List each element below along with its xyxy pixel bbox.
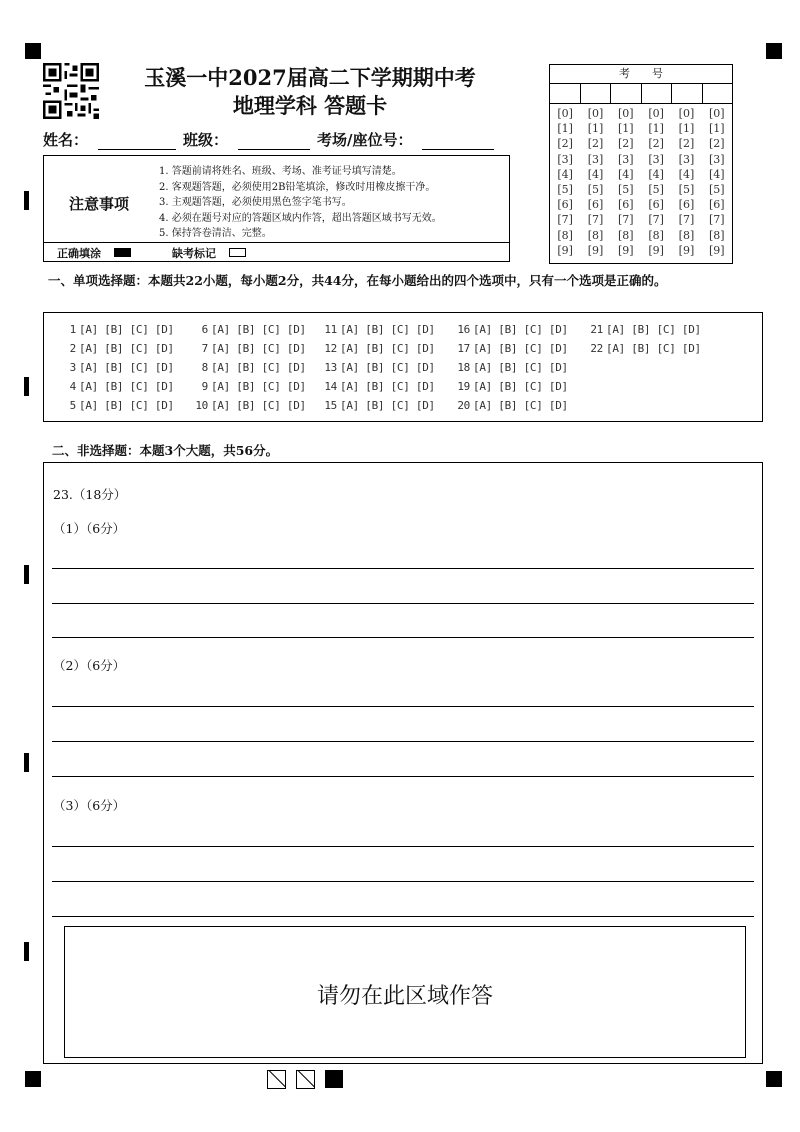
answer-line[interactable]	[52, 881, 754, 882]
answer-bubbles[interactable]: [A] [B] [C] [D]	[211, 323, 306, 336]
section1-heading: 一、单项选择题：本题共22小题，每小题2分，共44分，在每小题给出的四个选项中，只有一个选项是正确的。	[48, 273, 667, 288]
question-1-options[interactable]	[60, 323, 174, 336]
name-label: 姓名：	[43, 131, 89, 149]
digit-bubble[interactable]: [7]	[587, 213, 604, 227]
digit-bubble[interactable]: [3]	[648, 152, 664, 166]
digit-bubble[interactable]: [9]	[648, 243, 664, 257]
question-3-options[interactable]	[60, 361, 174, 374]
answer-bubbles[interactable]: [A] [B] [C] [D]	[473, 380, 568, 393]
room-seat-underline	[422, 135, 494, 150]
digit-bubble[interactable]: [0]	[557, 107, 573, 120]
digit-bubble[interactable]: [4]	[709, 167, 725, 181]
digit-bubble[interactable]: [7]	[618, 213, 634, 227]
question-6-options[interactable]	[192, 323, 306, 336]
question-2-options[interactable]	[60, 342, 174, 355]
digit-bubble[interactable]: [1]	[618, 122, 634, 136]
answer-line[interactable]	[52, 706, 754, 707]
question-5-options[interactable]	[60, 399, 174, 412]
answer-bubbles[interactable]: [A] [B] [C] [D]	[79, 361, 174, 374]
question-23-label: 23.（18分）	[53, 487, 127, 502]
room-seat-field[interactable]	[317, 129, 494, 150]
answer-bubbles[interactable]: [A] [B] [C] [D]	[473, 323, 568, 336]
absent-mark-label: 缺考标记	[172, 247, 216, 260]
digit-bubble[interactable]: [4]	[678, 167, 695, 181]
digit-bubble[interactable]: [7]	[709, 213, 725, 227]
question-number: 3	[69, 361, 76, 374]
question-8-options[interactable]	[192, 361, 306, 374]
exam-number-cell[interactable]	[703, 84, 733, 103]
fill-legend	[44, 242, 509, 262]
question-10-options[interactable]	[192, 399, 306, 412]
exam-number-column	[550, 106, 580, 258]
digit-bubble[interactable]: [2]	[709, 137, 725, 151]
digit-bubble[interactable]: [8]	[709, 228, 725, 242]
exam-number-column	[671, 106, 701, 258]
absent-mark-box[interactable]	[229, 248, 246, 257]
instruction-item: 5. 保持答卷清洁、完整。	[159, 228, 272, 239]
question-number: 19	[457, 380, 470, 393]
question-14-options[interactable]	[321, 380, 435, 393]
digit-bubble[interactable]: [8]	[678, 228, 695, 242]
answer-bubbles[interactable]: [A] [B] [C] [D]	[340, 323, 435, 336]
timing-mark	[24, 565, 29, 584]
digit-bubble[interactable]: [5]	[557, 183, 573, 197]
digit-bubble[interactable]: [6]	[709, 198, 725, 212]
class-field[interactable]	[183, 129, 310, 150]
digit-bubble[interactable]: [3]	[587, 152, 604, 166]
answer-bubbles[interactable]: [A] [B] [C] [D]	[606, 323, 701, 336]
instruction-item: 1. 答题前请将姓名、班级、考场、准考证号填写清楚。	[159, 166, 402, 177]
digit-bubble[interactable]: [9]	[587, 243, 604, 257]
answer-bubbles[interactable]: [A] [B] [C] [D]	[211, 361, 306, 374]
question-number: 7	[201, 342, 208, 355]
question-number: 1	[69, 323, 76, 336]
digit-bubble[interactable]: [6]	[587, 198, 604, 212]
no-answer-zone	[64, 926, 746, 1058]
digit-bubble[interactable]: [4]	[557, 167, 573, 181]
correct-fill-example-icon	[114, 248, 131, 257]
digit-bubble[interactable]: [8]	[557, 228, 573, 242]
exam-number-write-cells	[550, 84, 732, 104]
exam-number-column	[611, 106, 641, 258]
digit-bubble[interactable]: [2]	[678, 137, 695, 151]
digit-bubble[interactable]: [3]	[618, 152, 634, 166]
digit-bubble[interactable]: [7]	[557, 213, 573, 227]
digit-bubble[interactable]: [6]	[618, 198, 634, 212]
question-number: 18	[457, 361, 470, 374]
no-answer-zone-text: 请勿在此区域作答	[316, 984, 493, 1009]
digit-bubble[interactable]: [0]	[618, 107, 634, 120]
name-underline	[98, 135, 176, 150]
digit-bubble[interactable]: [1]	[709, 122, 725, 136]
digit-bubble[interactable]: [2]	[648, 137, 664, 151]
digit-bubble[interactable]: [9]	[618, 243, 634, 257]
question-13-options[interactable]	[321, 361, 435, 374]
answer-area	[43, 462, 763, 1064]
digit-bubble[interactable]: [1]	[678, 122, 695, 136]
question-22-options[interactable]	[587, 342, 701, 355]
answer-bubbles[interactable]: [A] [B] [C] [D]	[211, 399, 306, 412]
digit-bubble[interactable]: [1]	[557, 122, 573, 136]
instructions-box	[43, 155, 510, 262]
exam-number-cell[interactable]	[611, 84, 642, 103]
digit-bubble[interactable]: [5]	[648, 183, 664, 197]
digit-bubble[interactable]: [7]	[678, 213, 695, 227]
question-19-options[interactable]	[454, 380, 568, 393]
digit-bubble[interactable]: [9]	[678, 243, 695, 257]
question-number: 20	[457, 399, 470, 412]
digit-bubble[interactable]: [8]	[648, 228, 664, 242]
answer-line[interactable]	[52, 741, 754, 742]
name-field[interactable]	[43, 129, 176, 150]
exam-number-label: 考号	[550, 65, 732, 84]
digit-bubble[interactable]: [4]	[618, 167, 634, 181]
digit-bubble[interactable]: [3]	[557, 152, 573, 166]
digit-bubble[interactable]: [1]	[587, 122, 604, 136]
answer-bubbles[interactable]: [A] [B] [C] [D]	[340, 380, 435, 393]
instructions-title: 注意事项	[69, 195, 130, 213]
page-title: 玉溪一中2027届高二下学期期中考	[144, 65, 476, 90]
question-16-options[interactable]	[454, 323, 568, 336]
registration-mark-top-left	[25, 43, 41, 59]
digit-bubble[interactable]: [0]	[709, 107, 725, 120]
page-mark-filled-box-icon	[325, 1070, 343, 1088]
answer-bubbles[interactable]: [A] [B] [C] [D]	[340, 361, 435, 374]
question-number: 12	[324, 342, 337, 355]
answer-line[interactable]	[52, 637, 754, 638]
answer-bubbles[interactable]: [A] [B] [C] [D]	[211, 342, 306, 355]
answer-bubbles[interactable]: [A] [B] [C] [D]	[473, 361, 568, 374]
answer-line[interactable]	[52, 603, 754, 604]
exam-number-cell[interactable]	[581, 84, 612, 103]
question-number: 9	[201, 380, 208, 393]
digit-bubble[interactable]: [8]	[618, 228, 634, 242]
question-number: 11	[324, 323, 337, 336]
digit-bubble[interactable]: [2]	[587, 137, 604, 151]
digit-bubble[interactable]: [6]	[648, 198, 664, 212]
digit-bubble[interactable]: [7]	[648, 213, 664, 227]
question-21-options[interactable]	[587, 323, 701, 336]
room-seat-label: 考场/座位号：	[317, 131, 413, 149]
qr-code-icon	[43, 63, 99, 119]
class-label: 班级：	[183, 131, 229, 149]
part-1-label: （1）（6分）	[53, 521, 126, 536]
part-3-label: （3）（6分）	[53, 798, 126, 813]
question-number: 17	[457, 342, 470, 355]
digit-bubble[interactable]: [0]	[587, 107, 604, 120]
multiple-choice-area	[43, 312, 763, 422]
question-number: 2	[69, 342, 76, 355]
page-subtitle: 地理学科 答题卡	[232, 93, 388, 118]
answer-bubbles[interactable]: [A] [B] [C] [D]	[79, 399, 174, 412]
question-number: 22	[590, 342, 603, 355]
class-underline	[238, 135, 310, 150]
page-mark-slashed-box-icon	[296, 1070, 315, 1089]
digit-bubble[interactable]: [9]	[709, 243, 725, 257]
answer-bubbles[interactable]: [A] [B] [C] [D]	[79, 342, 174, 355]
answer-bubbles[interactable]: [A] [B] [C] [D]	[473, 399, 568, 412]
instruction-item: 2. 客观题答题，必须使用2B铅笔填涂，修改时用橡皮擦干净。	[159, 181, 436, 193]
question-number: 16	[457, 323, 470, 336]
exam-number-column	[580, 106, 610, 258]
question-number: 15	[324, 399, 337, 412]
answer-line[interactable]	[52, 846, 754, 847]
question-number: 13	[324, 361, 337, 374]
timing-mark	[24, 753, 29, 772]
answer-line[interactable]	[52, 776, 754, 777]
section2-heading: 二、非选择题：本题3个大题，共56分。	[52, 443, 279, 458]
question-12-options[interactable]	[321, 342, 435, 355]
digit-bubble[interactable]: [4]	[587, 167, 604, 181]
digit-bubble[interactable]: [4]	[648, 167, 664, 181]
digit-bubble[interactable]: [9]	[557, 243, 573, 257]
digit-bubble[interactable]: [8]	[587, 228, 604, 242]
digit-bubble[interactable]: [3]	[709, 152, 725, 166]
registration-mark-top-right	[766, 43, 782, 59]
digit-bubble[interactable]: [2]	[557, 137, 573, 151]
digit-bubble[interactable]: [2]	[618, 137, 634, 151]
instruction-item: 3. 主观题答题，必须使用黑色签字笔书写。	[159, 197, 352, 208]
answer-bubbles[interactable]: [A] [B] [C] [D]	[340, 342, 435, 355]
question-4-options[interactable]	[60, 380, 174, 393]
timing-mark	[24, 377, 29, 396]
timing-mark	[24, 191, 29, 210]
exam-number-column	[702, 106, 732, 258]
registration-mark-bottom-right	[766, 1071, 782, 1087]
registration-mark-bottom-left	[25, 1071, 41, 1087]
page-mark-slashed-box-icon	[267, 1070, 286, 1089]
answer-bubbles[interactable]: [A] [B] [C] [D]	[211, 380, 306, 393]
digit-bubble[interactable]: [3]	[678, 152, 695, 166]
digit-bubble[interactable]: [5]	[587, 183, 604, 197]
question-9-options[interactable]	[192, 380, 306, 393]
question-15-options[interactable]	[321, 399, 435, 412]
question-number: 14	[324, 380, 337, 393]
digit-bubble[interactable]: [1]	[648, 122, 664, 136]
exam-number-cell[interactable]	[642, 84, 673, 103]
exam-number-cell[interactable]	[550, 84, 581, 103]
digit-bubble[interactable]: [5]	[709, 183, 725, 197]
answer-line[interactable]	[52, 568, 754, 569]
question-20-options[interactable]	[454, 399, 568, 412]
timing-mark	[24, 942, 29, 961]
digit-bubble[interactable]: [6]	[678, 198, 695, 212]
exam-number-cell[interactable]	[672, 84, 703, 103]
question-7-options[interactable]	[192, 342, 306, 355]
question-17-options[interactable]	[454, 342, 568, 355]
answer-bubbles[interactable]: [A] [B] [C] [D]	[79, 323, 174, 336]
answer-bubbles[interactable]: [A] [B] [C] [D]	[340, 399, 435, 412]
part-2-label: （2）（6分）	[53, 658, 126, 673]
exam-number-bubbles	[550, 104, 732, 258]
question-number: 5	[69, 399, 76, 412]
question-number: 21	[590, 323, 603, 336]
answer-bubbles[interactable]: [A] [B] [C] [D]	[473, 342, 568, 355]
digit-bubble[interactable]: [5]	[618, 183, 634, 197]
digit-bubble[interactable]: [6]	[557, 198, 573, 212]
digit-bubble[interactable]: [0]	[678, 107, 695, 120]
question-number: 4	[69, 380, 76, 393]
question-11-options[interactable]	[321, 323, 435, 336]
exam-number-column	[641, 106, 671, 258]
instruction-item: 4. 必须在题号对应的答题区域内作答，超出答题区域书写无效。	[159, 212, 442, 224]
digit-bubble[interactable]: [5]	[678, 183, 695, 197]
correct-fill-label: 正确填涂	[57, 247, 101, 260]
instructions-list	[159, 164, 442, 242]
digit-bubble[interactable]: [0]	[648, 107, 664, 120]
question-number: 8	[201, 361, 208, 374]
question-18-options[interactable]	[454, 361, 568, 374]
question-number: 6	[201, 323, 208, 336]
answer-line[interactable]	[52, 916, 754, 917]
question-number: 10	[195, 399, 208, 412]
answer-bubbles[interactable]: [A] [B] [C] [D]	[606, 342, 701, 355]
exam-number-grid	[549, 64, 733, 264]
answer-bubbles[interactable]: [A] [B] [C] [D]	[79, 380, 174, 393]
